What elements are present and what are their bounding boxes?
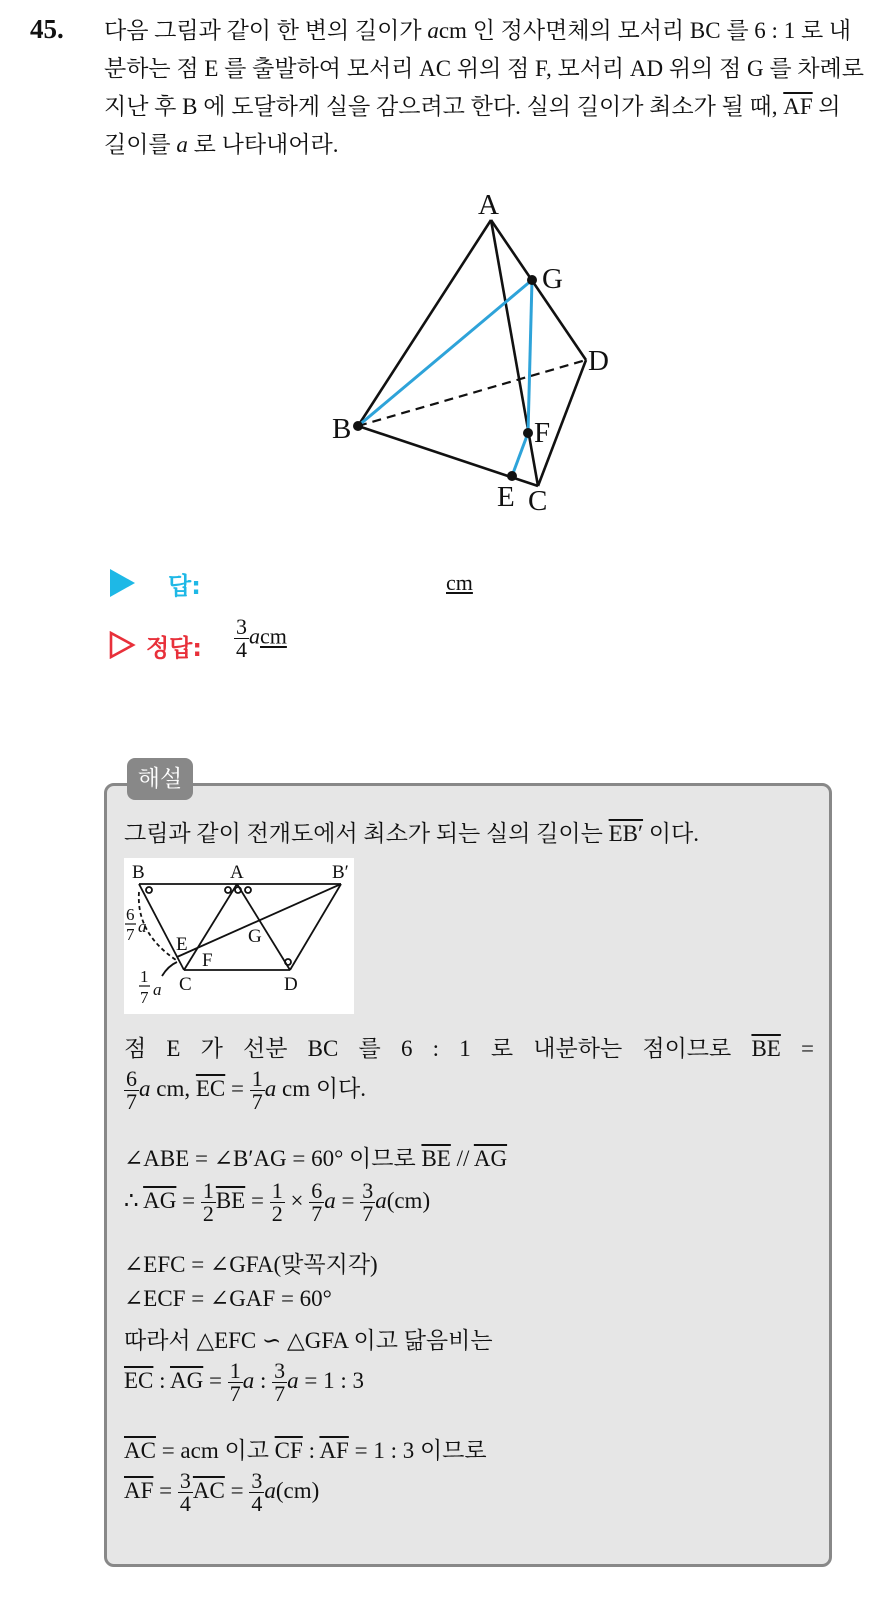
numerator: 6	[311, 1178, 323, 1203]
label-g: G	[542, 263, 563, 295]
string-ef	[512, 433, 528, 476]
solution-line-9	[124, 1360, 814, 1405]
denominator: 4	[179, 1491, 191, 1516]
numerator: 6	[126, 1066, 137, 1091]
net-one: 1	[140, 967, 149, 986]
segment-be: $\overline{BE}$	[215, 1187, 246, 1213]
variable-a: a	[324, 1187, 336, 1213]
segment-ag: $\overline{AG}$	[473, 1146, 508, 1171]
answer-label	[168, 566, 201, 601]
numerator: 3	[251, 1468, 263, 1493]
string-fg	[528, 280, 532, 433]
fraction-1-2	[270, 1180, 285, 1225]
answer-colon: :	[191, 572, 201, 600]
segment-ag: $\overline{AG}$	[143, 1187, 177, 1213]
tetrahedron-figure	[300, 180, 630, 520]
net-label-b: B	[132, 862, 145, 883]
solution-line-10	[124, 1432, 814, 1465]
label-c: C	[528, 485, 548, 517]
text: = acm 이고	[155, 1438, 275, 1463]
solution-tag: 해설	[127, 758, 193, 800]
solution-line-3	[124, 1068, 814, 1113]
problem-text-part: 의 길이를	[104, 94, 841, 157]
segment-ec: $\overline{EC}$	[195, 1075, 226, 1101]
denominator: 7	[311, 1201, 323, 1226]
fraction-6-7	[124, 1068, 139, 1113]
segment-ac: $\overline{AC}$	[124, 1438, 156, 1463]
text: cm 이다.	[281, 1075, 367, 1101]
point-f	[523, 428, 533, 438]
variable-a: a	[249, 623, 260, 649]
edge-ab	[358, 220, 491, 426]
label-a: A	[478, 189, 499, 221]
segment-eb-prime: EB′	[608, 821, 644, 846]
net-label-b-prime: B′	[332, 862, 349, 883]
denominator: 7	[274, 1381, 286, 1406]
net-angle-mark	[245, 887, 251, 893]
fraction-3-4	[178, 1470, 193, 1515]
net-label-c: C	[179, 974, 192, 995]
equals: =	[801, 1036, 814, 1061]
equals: =	[225, 1075, 250, 1101]
unit: (cm)	[386, 1187, 431, 1213]
solution-line-5	[124, 1180, 814, 1225]
correct-answer-arrow-icon	[109, 631, 136, 659]
correct-answer-label	[146, 628, 202, 663]
net-angle-mark	[235, 887, 241, 893]
correct-answer-colon: :	[192, 634, 202, 662]
denominator: 4	[251, 1491, 263, 1516]
net-label-e: E	[176, 934, 188, 955]
edge-bd-hidden	[358, 360, 586, 426]
solution-line-8: 따라서 △EFC ∽ △GFA 이고 닮음비는	[124, 1328, 493, 1353]
label-d: D	[588, 345, 609, 377]
segment-be: $\overline{BE}$	[421, 1146, 451, 1171]
numerator: 1	[229, 1358, 241, 1383]
segment-ag: $\overline{AG}$	[170, 1367, 204, 1393]
problem-text	[104, 12, 864, 164]
segment-be: $\overline{BE}$	[751, 1036, 781, 1061]
numerator: 1	[271, 1178, 283, 1203]
colon: :	[302, 1438, 320, 1463]
solution-line-11	[124, 1470, 814, 1515]
problem-number: 45.	[30, 14, 64, 44]
solution-line-6: ∠EFC = ∠GFA(맞꼭지각)	[124, 1252, 378, 1277]
colon: :	[254, 1367, 273, 1393]
text: ∠ABE = ∠B′AG = 60° 이므로	[124, 1146, 422, 1171]
fraction-6-7	[309, 1180, 324, 1225]
text: 점 E 가 선분 BC 를 6 : 1 로 내분하는 점이므로	[124, 1036, 752, 1061]
fraction-3-4	[234, 616, 249, 661]
numerator: 1	[251, 1066, 263, 1091]
string-gb	[358, 280, 532, 426]
equals: =	[176, 1187, 201, 1213]
equals: =	[245, 1187, 270, 1213]
point-g	[527, 275, 537, 285]
net-dim-arrow	[162, 962, 177, 976]
net-var: a	[153, 980, 162, 999]
answer-arrow-icon	[110, 569, 136, 597]
problem-text-part: cm 인 정사면체의 모서리 BC 를 6 : 1 로 내분하는 점 E 를 출발하여 모서리 AC 위의 점 F, 모서리 AD 위의 점 G 를 차례로 지난 후 B 에 도달하게 실을 감으려고 한다. 실의 길이가 최소가 될 때,	[104, 18, 864, 119]
point-e	[507, 471, 517, 481]
net-seven: 7	[126, 925, 135, 944]
denominator: 7	[126, 1089, 137, 1114]
net-var: a	[138, 917, 147, 936]
net-diagram	[124, 858, 354, 1014]
net-label-g: G	[248, 926, 262, 947]
variable-a: a	[264, 1075, 277, 1101]
therefore: ∴	[124, 1187, 144, 1213]
answer-input-field[interactable]	[230, 566, 440, 600]
point-b	[353, 421, 363, 431]
edge-ad	[491, 220, 586, 360]
fraction-3-4	[249, 1470, 264, 1515]
net-edge-b2d	[290, 884, 341, 970]
denominator: 4	[236, 637, 247, 662]
fraction-3-7	[360, 1180, 375, 1225]
segment-ec: $\overline{EC}$	[124, 1367, 154, 1393]
segment-af: $\overline{AF}$	[783, 94, 813, 119]
text: 이다.	[643, 821, 699, 846]
text: = 1 : 3 이므로	[348, 1438, 487, 1463]
segment-af: $\overline{AF}$	[124, 1477, 154, 1503]
fraction-1-7	[250, 1068, 265, 1113]
segment-cf: $\overline{CF}$	[274, 1438, 303, 1463]
denominator: 7	[229, 1381, 241, 1406]
numerator: 3	[274, 1358, 286, 1383]
net-angle-mark	[146, 887, 152, 893]
label-b: B	[332, 413, 352, 445]
ratio-result: = 1 : 3	[298, 1367, 364, 1393]
segment-ac: $\overline{AC}$	[192, 1477, 225, 1503]
net-label-a: A	[230, 862, 244, 883]
net-six: 6	[126, 905, 135, 924]
variable-a: a	[264, 1477, 276, 1503]
equals: =	[224, 1477, 250, 1503]
net-label-d: D	[284, 974, 298, 995]
text: 그림과 같이 전개도에서 최소가 되는 실의 길이는	[124, 821, 609, 846]
numerator: 3	[179, 1468, 191, 1493]
variable-a: a	[287, 1367, 299, 1393]
net-angle-mark	[225, 887, 231, 893]
label-e: E	[497, 481, 515, 513]
fraction-1-7	[228, 1360, 243, 1405]
variable-a: a	[139, 1075, 151, 1101]
parallel-sign: //	[450, 1146, 474, 1171]
equals: =	[203, 1367, 228, 1393]
equals: =	[153, 1477, 178, 1503]
answer-label-text: 답	[168, 572, 192, 600]
equals: =	[335, 1187, 361, 1213]
denominator: 2	[271, 1201, 283, 1226]
denominator: 7	[251, 1089, 263, 1114]
net-angle-mark	[285, 959, 291, 965]
segment-af: $\overline{AF}$	[319, 1438, 349, 1463]
solution-line-7: ∠ECF = ∠GAF = 60°	[124, 1286, 332, 1311]
solution-line-1	[124, 815, 814, 848]
answer-unit: cm	[446, 570, 473, 595]
numerator: 3	[362, 1178, 374, 1203]
denominator: 2	[202, 1201, 214, 1226]
correct-answer-value	[234, 616, 287, 661]
correct-answer-label-text: 정답	[146, 634, 193, 662]
fraction-3-7	[272, 1360, 287, 1405]
denominator: 7	[362, 1201, 374, 1226]
net-label-f: F	[202, 950, 213, 971]
problem-text-part: 다음 그림과 같이 한 변의 길이가	[104, 18, 428, 43]
times: ×	[284, 1187, 310, 1213]
variable-a: a	[242, 1367, 255, 1393]
unit: (cm)	[275, 1477, 320, 1503]
fraction-1-2	[201, 1180, 216, 1225]
numerator: 3	[236, 614, 247, 639]
text: cm,	[156, 1075, 196, 1101]
label-f: F	[534, 417, 551, 449]
colon: :	[153, 1367, 171, 1393]
solution-line-2	[124, 1030, 814, 1063]
numerator: 1	[202, 1178, 214, 1203]
correct-answer-unit: cm	[260, 623, 287, 649]
variable-a: a	[427, 18, 439, 43]
net-seven: 7	[140, 988, 149, 1007]
problem-text-part: 로 나타내어라.	[187, 132, 339, 157]
variable-a: a	[176, 132, 188, 157]
solution-line-4	[124, 1140, 814, 1173]
variable-a: a	[375, 1187, 387, 1213]
